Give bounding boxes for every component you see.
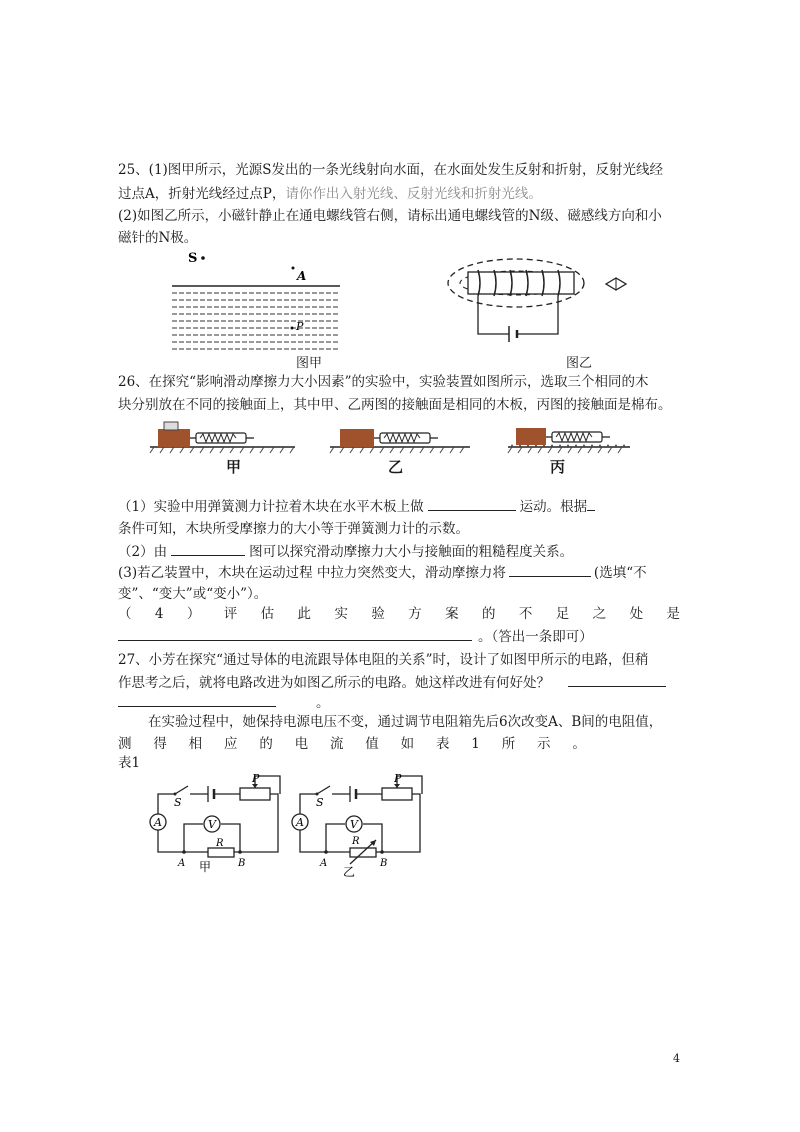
wood-block-bing <box>516 428 546 445</box>
caption-bing-26: 丙 <box>550 458 566 476</box>
figure-jia-water <box>172 248 340 350</box>
q26-sub4-char: ） <box>186 606 201 622</box>
q25-line-2-text: 过点A，折射光线经过点P， <box>118 186 286 202</box>
point-a <box>292 267 295 270</box>
blank-shortcoming[interactable] <box>118 626 472 641</box>
q27-para-2-char: 1 <box>471 736 480 752</box>
caption-circuit-yi: 乙 <box>343 865 356 879</box>
q26-sub4-char: 的 <box>482 606 496 622</box>
setup-yi <box>330 429 470 453</box>
q25-line-3: (2)如图乙所示，小磁针静止在通电螺线管右侧，请标出通电螺线管的N级、磁感线方向和小 <box>118 208 662 224</box>
point-p <box>291 327 294 330</box>
caption-fig-jia: 图甲 <box>296 356 323 371</box>
q26-sub4-char: 方 <box>408 606 422 622</box>
circuit-yi <box>290 768 430 880</box>
q26-sub4-char: 不 <box>518 606 533 622</box>
q27-para-2-char: 相 <box>188 736 203 752</box>
label-a: A <box>297 269 307 283</box>
q26-sub4-char: 实 <box>334 606 348 622</box>
q26-sub1 <box>118 496 595 517</box>
setup-bing <box>508 428 630 453</box>
voltmeter-label: V <box>208 818 216 831</box>
q26-sub3 <box>118 562 647 583</box>
q26-sub3-cont: 变”、“变大”或“变小”）。 <box>118 586 268 602</box>
q26-sub4-char: 验 <box>371 606 385 622</box>
q26-sub4-char: 之 <box>592 606 607 622</box>
page-number: 4 <box>673 1052 680 1065</box>
q26-sub4-char: 足 <box>555 606 570 622</box>
switch-label: S <box>174 796 182 809</box>
ammeter-label: A <box>154 816 162 829</box>
q26-sub4-char: 案 <box>445 606 459 622</box>
q27-para-2-char: 的 <box>259 736 273 752</box>
q27-para-2-char: 示 <box>537 736 551 752</box>
resistor-label: R <box>352 836 360 847</box>
q27-para-1: 在实验过程中，她保持电源电压不变，通过调节电阻箱先后6次改变A、B间的电阻值， <box>148 714 663 730</box>
q26-sub1-text-b: 运动。根据 <box>519 499 588 515</box>
q26-sub4 <box>118 604 680 624</box>
blank-friction-change[interactable] <box>509 562 591 577</box>
q26-sub2-text: （2）由 <box>118 544 168 560</box>
q27-para-2-char: 表 <box>435 736 450 752</box>
voltmeter-label: V <box>350 818 358 831</box>
q27-para-2-char: 得 <box>153 736 167 752</box>
ammeter-label: A <box>296 816 304 829</box>
q26-line-1: 26、在探究“影响滑动摩擦力大小因素”的实验中，实验装置如图所示，选取三个相同的木 <box>118 374 649 390</box>
q26-sub4-char: 处 <box>629 606 644 622</box>
solenoid-core <box>468 272 574 294</box>
source-s-point <box>201 256 205 260</box>
weight-icon <box>164 422 178 430</box>
q27-para-2 <box>118 734 586 754</box>
blank-improvement-cont[interactable] <box>118 692 276 707</box>
switch-label: S <box>316 796 324 809</box>
q27-para-2-char: 。 <box>572 736 586 752</box>
q27-line-1: 27、小芳在探究“通过导体的电流跟导体电阻的关系”时，设计了如图甲所示的电路，但稍 <box>118 652 649 668</box>
q27-para-2-char: 应 <box>223 736 238 752</box>
q25-line-2 <box>118 184 542 204</box>
wood-block-jia <box>158 429 190 447</box>
setup-jia <box>150 422 295 453</box>
q27-para-2-char: 如 <box>400 736 415 752</box>
blank-condition[interactable] <box>587 496 595 511</box>
label-p: P <box>296 320 304 333</box>
q27-line-2-text: 作思考之后，就将电路改进为如图乙所示的电路。她这样改进有何好处？ <box>118 675 550 691</box>
slider-label: P <box>394 772 402 785</box>
node-a-label: A <box>320 858 328 869</box>
node-a-label: A <box>178 858 186 869</box>
q26-sub4-char: 估 <box>260 606 275 622</box>
q26-sub3-text: (3)若乙装置中，木块在运动过程 中拉力突然变大，滑动摩擦力将 <box>118 565 506 581</box>
q26-line-2: 块分别放在不同的接触面上，其中甲、乙两图的接触面是相同的木板，丙图的接触面是棉布。 <box>118 397 672 413</box>
q27-para-2-char: 值 <box>365 736 379 752</box>
q27-para-2-char: 所 <box>501 736 516 752</box>
q25-line-4: 磁针的N极。 <box>118 230 198 246</box>
resistor-label: R <box>216 838 224 849</box>
node-b-label: B <box>238 858 246 869</box>
q26-sub2 <box>118 541 573 562</box>
wood-block-yi <box>340 429 374 447</box>
q26-sub4-char: 4 <box>154 606 164 622</box>
q25-instruction: 请你作出入射光线、反射光线和折射光线。 <box>285 186 542 202</box>
slider-label: P <box>252 772 260 785</box>
q26-sub4-char: （ <box>118 606 132 622</box>
caption-circuit-jia: 甲 <box>199 860 212 874</box>
friction-apparatus <box>150 420 640 456</box>
q27-line-3-tail: 。 <box>316 695 330 711</box>
q26-sub1-cont: 条件可知，木块所受摩擦力的大小等于弹簧测力计的示数。 <box>118 521 469 537</box>
caption-jia-26: 甲 <box>226 458 242 476</box>
blank-improvement[interactable] <box>568 672 666 687</box>
node-b-label: B <box>380 858 388 869</box>
blank-figures[interactable] <box>171 541 245 556</box>
q26-sub4-tail: 。（答出一条即可） <box>478 629 593 645</box>
q27-para-2-char: 流 <box>329 736 344 752</box>
caption-fig-yi: 图乙 <box>566 356 593 371</box>
q26-sub4-answer <box>118 626 593 647</box>
q27-line-2 <box>118 672 666 693</box>
q26-sub3-text-b: (选填“不 <box>593 565 647 581</box>
q27-para-2-char: 测 <box>118 736 132 752</box>
q26-sub4-char: 是 <box>666 606 680 622</box>
table-label: 表1 <box>118 755 141 771</box>
q25-line-1: 25、(1)图甲所示，光源S发出的一条光线射向水面，在水面处发生反射和折射，反射光线经 <box>118 162 664 178</box>
q26-sub4-char: 此 <box>297 606 312 622</box>
q27-line-3 <box>118 692 330 713</box>
caption-yi-26: 乙 <box>388 458 404 476</box>
q26-sub2-text-b: 图可以探究滑动摩擦力大小与接触面的粗糙程度关系。 <box>249 544 574 560</box>
blank-motion[interactable] <box>428 496 516 511</box>
q26-sub4-char: 评 <box>223 606 238 622</box>
label-s: S <box>188 251 198 266</box>
q27-para-2-char: 电 <box>294 736 309 752</box>
q26-sub1-text: （1）实验中用弹簧测力计拉着木块在水平木板上做 <box>118 499 424 515</box>
figure-yi-solenoid <box>446 250 646 346</box>
circuit-jia <box>148 768 288 876</box>
